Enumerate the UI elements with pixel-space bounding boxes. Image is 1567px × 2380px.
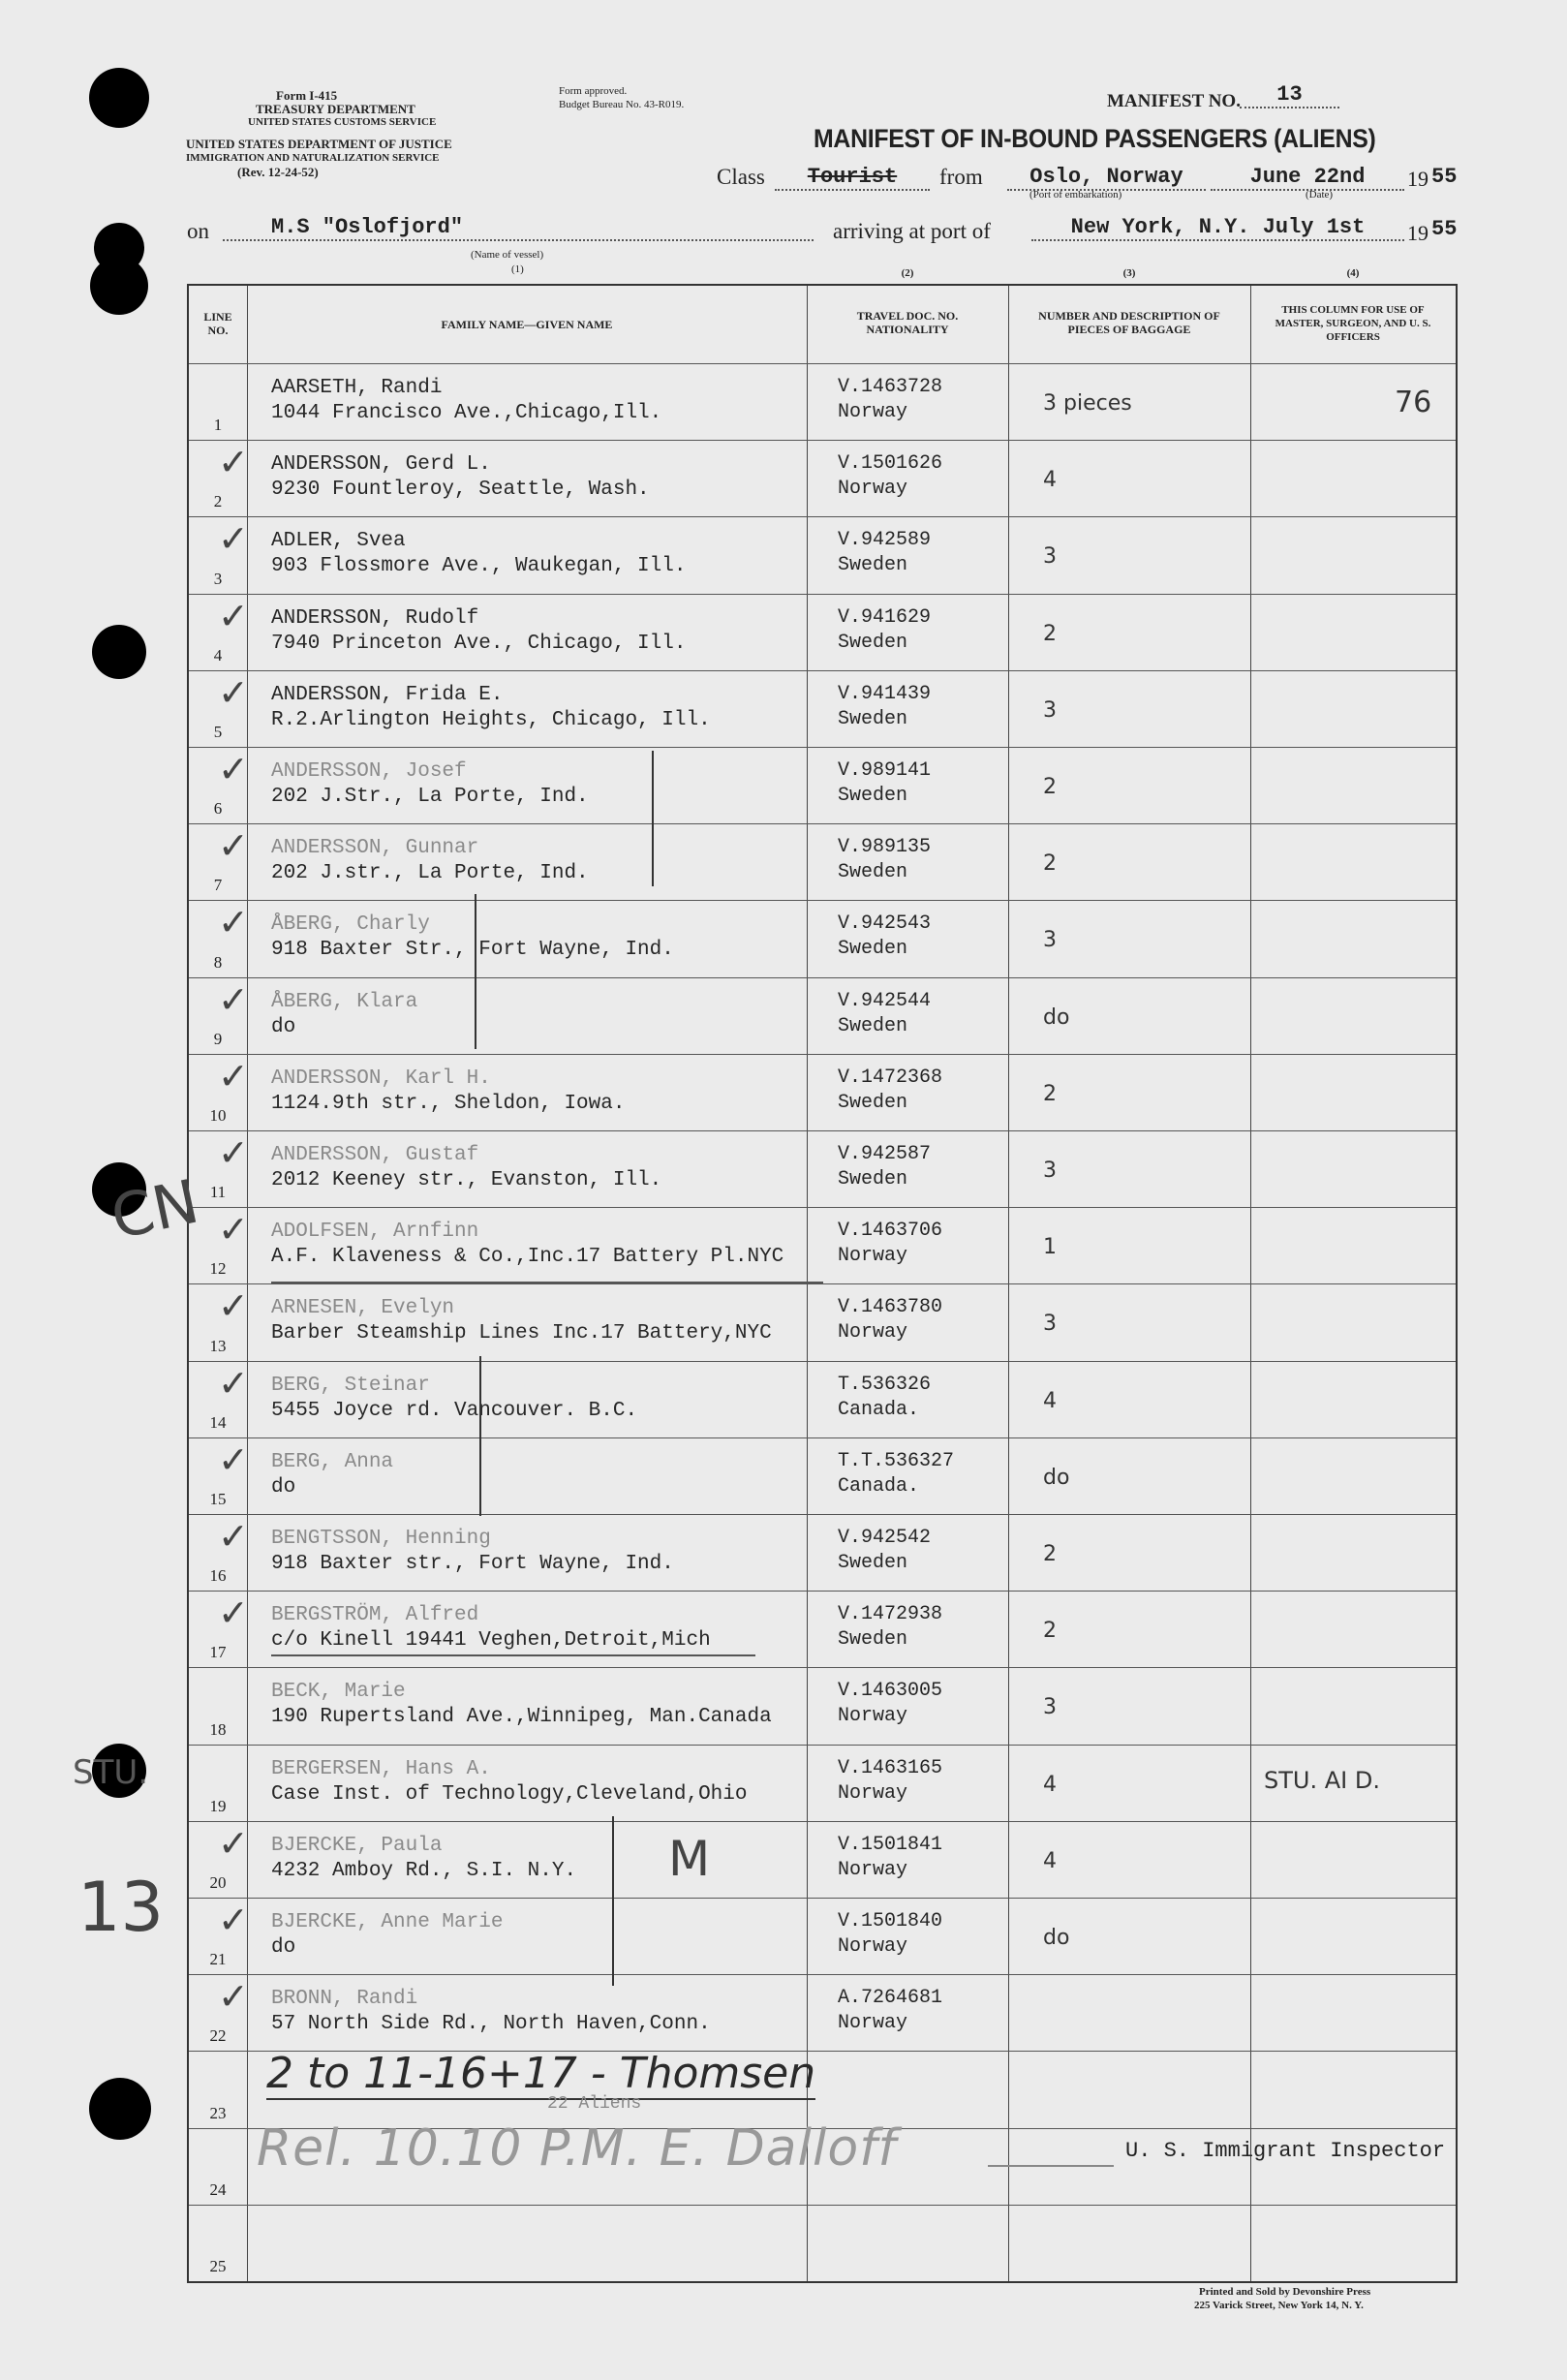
passenger-name: ÅBERG, Klara xyxy=(271,990,418,1013)
header-doc: TRAVEL DOC. NO. NATIONALITY xyxy=(856,309,959,336)
table-row xyxy=(189,1667,1456,1745)
table-row xyxy=(189,516,1456,594)
date-caption: (Date) xyxy=(1306,189,1334,201)
passenger-name: ANDERSSON, Rudolf xyxy=(271,606,479,630)
header-line-no: LINE NO. xyxy=(203,310,232,337)
form-revision: (Rev. 12-24-52) xyxy=(237,165,319,179)
tick-mark: ✓ xyxy=(218,517,249,561)
passenger-name: ANDERSSON, Gustaf xyxy=(271,1144,479,1166)
bracket-line-8-9 xyxy=(475,894,476,1049)
travel-doc-number: V.942543 xyxy=(838,912,932,936)
passenger-name: AARSETH, Randi xyxy=(271,377,443,399)
form-approved: Form approved. xyxy=(559,85,628,97)
header-col2-num: (2) xyxy=(901,267,914,279)
line-number: 15 xyxy=(209,1489,227,1508)
aliens-count: 22 Aliens xyxy=(547,2094,642,2114)
travel-doc-number: V.1463728 xyxy=(838,376,943,398)
passenger-address: 2012 Keeney str., Evanston, Ill. xyxy=(271,1169,662,1191)
year-prefix-1: 19 xyxy=(1407,167,1429,191)
tick-mark: ✓ xyxy=(218,1821,249,1865)
table-row xyxy=(189,1437,1456,1515)
header-col4-num: (4) xyxy=(1346,267,1360,279)
line-number: 19 xyxy=(209,1796,227,1815)
strike-line-12 xyxy=(271,1282,823,1283)
baggage-count: 3 xyxy=(1043,1312,1057,1337)
vessel-caption: (Name of vessel) xyxy=(471,249,544,261)
handwritten-line23-note: 2 to 11-16+17 - Thomsen xyxy=(266,2049,816,2098)
passenger-name: ANDERSSON, Gerd L. xyxy=(271,453,491,477)
passenger-address: do xyxy=(271,1015,296,1038)
col1-caption: (1) xyxy=(511,263,524,275)
tick-mark: ✓ xyxy=(218,1437,249,1481)
travel-doc-number: V.942587 xyxy=(838,1143,932,1165)
baggage-count: 4 xyxy=(1043,1772,1057,1797)
binder-hole-3 xyxy=(90,257,148,315)
table-row xyxy=(189,1974,1456,2052)
travel-doc-number: V.989141 xyxy=(838,759,932,782)
tick-mark: ✓ xyxy=(218,1361,249,1405)
tick-mark: ✓ xyxy=(218,594,249,637)
table-row xyxy=(189,1054,1456,1131)
passenger-name: BERG, Steinar xyxy=(271,1374,430,1397)
class-value: Tourist xyxy=(775,165,930,191)
passenger-name: BRONN, Randi xyxy=(271,1988,418,2011)
baggage-count: do xyxy=(1043,1465,1070,1490)
line-number: 1 xyxy=(213,416,223,435)
officer-use-note: STU. AI D. xyxy=(1264,1766,1380,1794)
margin-note-cn: CN xyxy=(105,1165,205,1253)
line-number: 3 xyxy=(213,569,223,588)
nationality: Sweden xyxy=(838,1091,908,1114)
class-label: Class xyxy=(717,165,765,189)
port-caption: (Port of embarkation) xyxy=(1029,189,1122,201)
table-row xyxy=(189,1898,1456,1975)
line-number: 24 xyxy=(209,2179,227,2199)
baggage-count: 3 xyxy=(1043,544,1057,570)
line-number: 9 xyxy=(213,1029,223,1048)
nationality: Norway xyxy=(838,1781,908,1805)
passenger-address: 918 Baxter Str., Fort Wayne, Ind. xyxy=(271,939,674,962)
line-number: 18 xyxy=(209,1719,227,1739)
travel-doc-number: A.7264681 xyxy=(838,1987,943,2010)
travel-doc-number: V.1463005 xyxy=(838,1680,943,1703)
table-row xyxy=(189,1821,1456,1899)
embark-date: June 22nd xyxy=(1211,165,1404,191)
baggage-count: 3 xyxy=(1043,697,1057,723)
year-prefix-2: 19 xyxy=(1407,221,1429,245)
table-row xyxy=(189,977,1456,1055)
passenger-name: BECK, Marie xyxy=(271,1681,406,1704)
travel-doc-number: V.941439 xyxy=(838,682,932,705)
tick-mark: ✓ xyxy=(218,1131,249,1174)
passenger-address: R.2.Arlington Heights, Chicago, Ill. xyxy=(271,708,711,731)
dept-name: TREASURY DEPARTMENT xyxy=(256,102,415,116)
passenger-address: A.F. Klaveness & Co.,Inc.17 Battery Pl.NYC xyxy=(271,1246,784,1269)
table-row xyxy=(189,1745,1456,1822)
passenger-address: do xyxy=(271,1475,296,1499)
passenger-address: Case Inst. of Technology,Cleveland,Ohio xyxy=(271,1782,748,1806)
tick-mark: ✓ xyxy=(218,901,249,944)
line-number: 23 xyxy=(209,2103,227,2122)
passenger-name: BJERCKE, Anne Marie xyxy=(271,1911,504,1933)
service-name: UNITED STATES CUSTOMS SERVICE xyxy=(248,116,437,128)
travel-doc-number: T.T.536327 xyxy=(838,1449,955,1472)
line-number: 10 xyxy=(209,1105,227,1125)
passenger-name: ARNESEN, Evelyn xyxy=(271,1297,455,1320)
line-number: 11 xyxy=(209,1183,227,1202)
passenger-address: 918 Baxter str., Fort Wayne, Ind. xyxy=(271,1553,674,1575)
table-row xyxy=(189,363,1456,441)
embark-year: 55 xyxy=(1431,165,1458,189)
baggage-count: 3 xyxy=(1043,1695,1057,1720)
tick-mark: ✓ xyxy=(218,1592,249,1635)
table-row xyxy=(189,747,1456,824)
table-row xyxy=(189,594,1456,671)
tick-mark: ✓ xyxy=(218,670,249,714)
nationality: Sweden xyxy=(838,1552,908,1574)
passenger-address: do xyxy=(271,1936,296,1959)
baggage-count: 3 pieces xyxy=(1043,391,1132,416)
line-number: 2 xyxy=(213,492,223,511)
line-number: 6 xyxy=(213,799,223,819)
line-number: 22 xyxy=(209,2026,227,2046)
passenger-name: BERGERSEN, Hans A. xyxy=(271,1757,491,1780)
nationality: Sweden xyxy=(838,861,908,884)
tick-mark: ✓ xyxy=(218,1975,249,2019)
margin-note-13: 13 xyxy=(77,1868,165,1947)
from-label: from xyxy=(939,165,983,189)
handwritten-m: M xyxy=(668,1831,711,1887)
passenger-address: 190 Rupertsland Ave.,Winnipeg, Man.Canada xyxy=(271,1706,772,1729)
arrival-port: New York, N.Y. July 1st xyxy=(1031,215,1404,241)
baggage-count: 3 xyxy=(1043,1159,1057,1183)
baggage-count: 4 xyxy=(1043,1388,1057,1413)
nationality: Sweden xyxy=(838,785,908,807)
baggage-count: 4 xyxy=(1043,1848,1057,1873)
table-row xyxy=(189,1130,1456,1208)
nationality: Sweden xyxy=(838,1014,908,1037)
header-name: FAMILY NAME—GIVEN NAME xyxy=(441,318,613,331)
passenger-name: BERGSTRÖM, Alfred xyxy=(271,1604,479,1627)
budget-bureau: Budget Bureau No. 43-R019. xyxy=(559,99,685,110)
baggage-count: 2 xyxy=(1043,775,1057,799)
passenger-address: 202 J.str., La Porte, Ind. xyxy=(271,862,589,885)
baggage-count: 2 xyxy=(1043,851,1057,877)
table-row xyxy=(189,1207,1456,1284)
line-number: 4 xyxy=(213,645,223,665)
passenger-name: ANDERSSON, Gunnar xyxy=(271,837,479,860)
bracket-line-20-21 xyxy=(612,1816,614,1986)
line-number: 12 xyxy=(209,1259,227,1279)
passenger-name: BERG, Anna xyxy=(271,1450,394,1473)
nationality: Canada. xyxy=(838,1398,920,1421)
passenger-address: 4232 Amboy Rd., S.I. N.Y. xyxy=(271,1859,577,1882)
passenger-address: 5455 Joyce rd. Vancouver. B.C. xyxy=(271,1399,638,1422)
header-col3-num: (3) xyxy=(1122,267,1136,279)
table-row xyxy=(189,1591,1456,1668)
table-row xyxy=(189,1514,1456,1592)
table-row xyxy=(189,670,1456,748)
passenger-name: ANDERSSON, Karl H. xyxy=(271,1066,491,1090)
inspector-signature: Rel. 10.10 P.M. E. Dalloff xyxy=(257,2119,897,2178)
travel-doc-number: T.536326 xyxy=(838,1373,932,1396)
travel-doc-number: V.941629 xyxy=(838,605,932,629)
printer-line-2: 225 Varick Street, New York 14, N. Y. xyxy=(1194,2300,1364,2311)
baggage-count: 2 xyxy=(1043,1542,1057,1566)
travel-doc-number: V.1463165 xyxy=(838,1756,943,1779)
binder-hole-4 xyxy=(92,625,146,679)
travel-doc-number: V.1501841 xyxy=(838,1833,943,1856)
line-number: 8 xyxy=(213,952,223,972)
nationality: Canada. xyxy=(838,1474,920,1498)
nationality: Sweden xyxy=(838,631,908,654)
line-number: 25 xyxy=(209,2256,227,2275)
ins-name: IMMIGRATION AND NATURALIZATION SERVICE xyxy=(186,152,440,164)
passenger-address: 7940 Princeton Ave., Chicago, Ill. xyxy=(271,632,687,655)
justice-name: UNITED STATES DEPARTMENT OF JUSTICE xyxy=(186,137,452,151)
table-row xyxy=(189,823,1456,901)
travel-doc-number: V.1463706 xyxy=(838,1220,943,1243)
nationality: Norway xyxy=(838,1321,908,1345)
nationality: Sweden xyxy=(838,554,908,577)
vessel-name: M.S "Oslofjord" xyxy=(223,215,814,241)
inspector-title: U. S. Immigrant Inspector xyxy=(1125,2139,1446,2163)
baggage-count: 1 xyxy=(1043,1235,1057,1260)
line-number: 5 xyxy=(213,722,223,741)
travel-doc-number: V.1472938 xyxy=(838,1603,943,1626)
passenger-name: BENGTSSON, Henning xyxy=(271,1528,491,1550)
document-title: MANIFEST OF IN-BOUND PASSENGERS (ALIENS) xyxy=(814,124,1376,153)
line-number: 13 xyxy=(209,1336,227,1355)
travel-doc-number: V.942544 xyxy=(838,989,932,1012)
table-row xyxy=(189,2205,1456,2282)
nationality: Norway xyxy=(838,478,908,501)
table-row xyxy=(189,440,1456,517)
arriving-label: arriving at port of xyxy=(833,219,991,243)
line-number: 16 xyxy=(209,1566,227,1586)
tick-mark: ✓ xyxy=(218,1208,249,1252)
margin-note-stu: STU. xyxy=(73,1753,149,1792)
baggage-count: 2 xyxy=(1043,621,1057,646)
nationality: Sweden xyxy=(838,707,908,730)
nationality: Norway xyxy=(838,1245,908,1268)
line-number: 17 xyxy=(209,1643,227,1662)
passenger-address: 57 North Side Rd., North Haven,Conn. xyxy=(271,2013,711,2036)
passenger-name: ADOLFSEN, Arnfinn xyxy=(271,1221,479,1244)
nationality: Norway xyxy=(838,1705,908,1728)
table-row xyxy=(189,1283,1456,1361)
binder-hole-7 xyxy=(89,2078,151,2140)
passenger-name: ÅBERG, Charly xyxy=(271,913,430,937)
from-port: Oslo, Norway xyxy=(1007,165,1206,191)
line-number: 7 xyxy=(213,876,223,895)
passenger-name: BJERCKE, Paula xyxy=(271,1834,443,1857)
baggage-count: do xyxy=(1043,1926,1070,1950)
table-row xyxy=(189,1361,1456,1438)
travel-doc-number: V.942542 xyxy=(838,1527,932,1549)
baggage-count: do xyxy=(1043,1005,1070,1030)
nationality: Norway xyxy=(838,1858,908,1881)
nationality: Norway xyxy=(838,2012,908,2035)
nationality: Norway xyxy=(838,401,908,423)
travel-doc-number: V.989135 xyxy=(838,836,932,859)
travel-doc-number: V.1501626 xyxy=(838,452,943,476)
nationality: Sweden xyxy=(838,1628,908,1652)
line-number: 14 xyxy=(209,1412,227,1432)
passenger-address: 1124.9th str., Sheldon, Iowa. xyxy=(271,1092,626,1115)
tick-mark: ✓ xyxy=(218,748,249,790)
signature-line xyxy=(988,2165,1114,2167)
tick-mark: ✓ xyxy=(218,977,249,1021)
passenger-address: c/o Kinell 19441 Veghen,Detroit,Mich xyxy=(271,1629,711,1653)
passenger-address: 1044 Francisco Ave.,Chicago,Ill. xyxy=(271,402,662,424)
nationality: Sweden xyxy=(838,1168,908,1190)
tick-mark: ✓ xyxy=(218,1899,249,1941)
baggage-count: 3 xyxy=(1043,928,1057,953)
tick-mark: ✓ xyxy=(218,1515,249,1558)
printer-line-1: Printed and Sold by Devonshire Press xyxy=(1199,2286,1371,2298)
nationality: Sweden xyxy=(838,938,908,961)
baggage-count: 2 xyxy=(1043,1081,1057,1106)
strike-line-17 xyxy=(271,1654,755,1656)
tick-mark: ✓ xyxy=(218,1284,249,1328)
passenger-address: 903 Flossmore Ave., Waukegan, Ill. xyxy=(271,555,687,578)
passenger-name: ANDERSSON, Josef xyxy=(271,760,467,783)
arrival-year: 55 xyxy=(1431,217,1458,241)
manifest-label: MANIFEST NO. xyxy=(1107,91,1241,111)
passenger-name: ADLER, Svea xyxy=(271,530,406,553)
tick-mark: ✓ xyxy=(218,1054,249,1097)
passenger-address: Barber Steamship Lines Inc.17 Battery,NYC xyxy=(271,1322,772,1345)
table-row xyxy=(189,900,1456,977)
header-baggage: NUMBER AND DESCRIPTION OF PIECES OF BAGGAGE xyxy=(1038,309,1220,336)
officer-use-note: 76 xyxy=(1395,386,1432,419)
passenger-table xyxy=(187,267,1458,2283)
manifest-number: 13 xyxy=(1240,82,1339,108)
line-number: 20 xyxy=(209,1872,227,1892)
line-number: 21 xyxy=(209,1950,227,1969)
passenger-address: 9230 Fountleroy, Seattle, Wash. xyxy=(271,479,650,502)
travel-doc-number: V.1501840 xyxy=(838,1910,943,1932)
baggage-count: 2 xyxy=(1043,1619,1057,1644)
travel-doc-number: V.1463780 xyxy=(838,1296,943,1319)
bracket-line-6-7 xyxy=(652,751,654,886)
tick-mark: ✓ xyxy=(218,441,249,484)
bracket-line-14-15 xyxy=(479,1356,481,1516)
travel-doc-number: V.1472368 xyxy=(838,1066,943,1089)
header-officer-use: THIS COLUMN FOR USE OF MASTER, SURGEON, AND U. S. OFFICERS xyxy=(1275,304,1431,343)
baggage-count: 4 xyxy=(1043,468,1057,493)
passenger-address: 202 J.Str., La Porte, Ind. xyxy=(271,786,589,808)
passenger-name: ANDERSSON, Frida E. xyxy=(271,683,504,706)
tick-mark: ✓ xyxy=(218,824,249,868)
nationality: Norway xyxy=(838,1935,908,1958)
on-label: on xyxy=(187,219,209,243)
binder-hole-1 xyxy=(89,68,149,128)
form-number: Form I-415 xyxy=(276,88,338,103)
travel-doc-number: V.942589 xyxy=(838,529,932,552)
